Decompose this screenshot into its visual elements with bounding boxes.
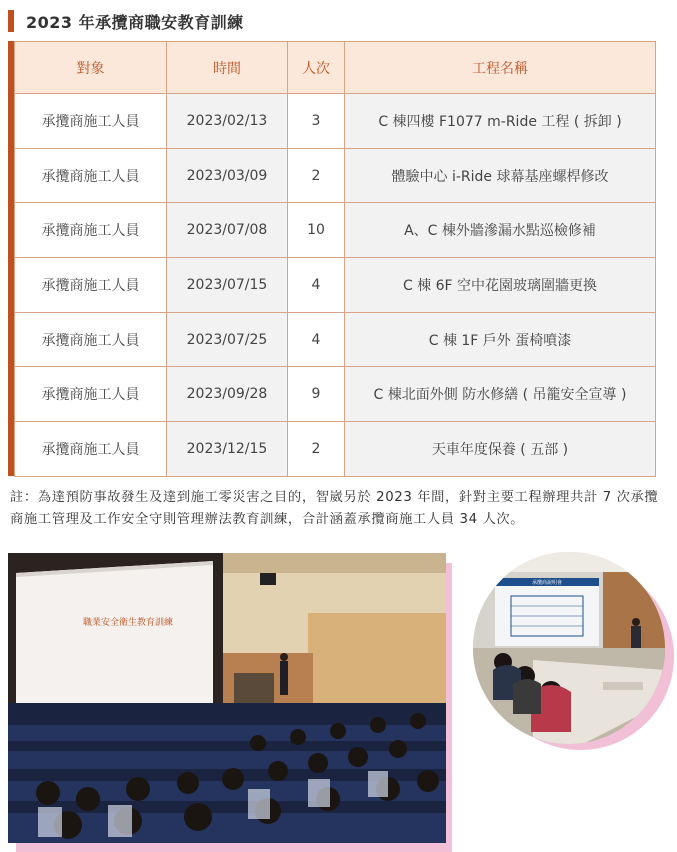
table-row (15, 258, 656, 313)
section-header (8, 10, 244, 32)
cell-project: C 棟 6F 空中花園玻璃圍牆更換 (345, 258, 656, 313)
cell-project: C 棟北面外側 防水修繕 ( 吊籠安全宣導 ) (345, 367, 656, 422)
training-table-container (8, 41, 655, 476)
cell-count: 9 (288, 367, 345, 422)
cell-target: 承攬商施工人員 (15, 148, 167, 203)
header-date: 時間 (167, 42, 288, 94)
cell-target: 承攬商施工人員 (15, 203, 167, 258)
note-text: 註：為達預防事故發生及達到施工零災害之目的，智崴另於 2023 年間，針對主要工程辦理共計 7 次承攬商施工管理及工作安全守則管理辦法教育訓練，合計涵蓋承攬商施工人員 34 人次。 (10, 490, 659, 527)
cell-date: 2023/03/09 (167, 148, 288, 203)
cell-project: C 棟 1F 戶外 蛋椅噴漆 (345, 312, 656, 367)
section-title: 2023 年承攬商職安教育訓練 (26, 12, 244, 32)
header-count: 人次 (288, 42, 345, 94)
table-row (15, 367, 656, 422)
training-table (14, 41, 656, 477)
cell-count: 2 (288, 148, 345, 203)
cell-count: 4 (288, 258, 345, 313)
table-row (15, 203, 656, 258)
main-photo-screen-text: 職業安全衛生教育訓練 (82, 618, 173, 628)
cell-target: 承攬商施工人員 (15, 312, 167, 367)
table-row (15, 312, 656, 367)
training-classroom-photo (473, 552, 665, 744)
cell-count: 3 (288, 94, 345, 149)
cell-date: 2023/07/15 (167, 258, 288, 313)
title-accent-bar (8, 10, 14, 32)
training-auditorium-photo (8, 553, 446, 843)
cell-target: 承攬商施工人員 (15, 94, 167, 149)
header-project: 工程名稱 (345, 42, 656, 94)
round-photo-screen-text: 承攬商說明會 (531, 580, 562, 586)
table-header-row (15, 42, 656, 94)
cell-count: 2 (288, 422, 345, 477)
cell-target: 承攬商施工人員 (15, 422, 167, 477)
cell-date: 2023/09/28 (167, 367, 288, 422)
cell-project: C 棟四樓 F1077 m-Ride 工程 ( 拆卸 ) (345, 94, 656, 149)
cell-project: A、C 棟外牆滲漏水點巡檢修補 (345, 203, 656, 258)
cell-target: 承攬商施工人員 (15, 367, 167, 422)
cell-date: 2023/07/25 (167, 312, 288, 367)
cell-project: 天車年度保養 ( 五部 ) (345, 422, 656, 477)
header-target: 對象 (15, 42, 167, 94)
cell-date: 2023/12/15 (167, 422, 288, 477)
cell-project: 體驗中心 i-Ride 球幕基座螺桿修改 (345, 148, 656, 203)
cell-target: 承攬商施工人員 (15, 258, 167, 313)
table-row (15, 422, 656, 477)
auditorium-illustration (8, 553, 446, 843)
cell-date: 2023/02/13 (167, 94, 288, 149)
cell-count: 10 (288, 203, 345, 258)
cell-count: 4 (288, 312, 345, 367)
table-row (15, 148, 656, 203)
cell-date: 2023/07/08 (167, 203, 288, 258)
table-row (15, 94, 656, 149)
